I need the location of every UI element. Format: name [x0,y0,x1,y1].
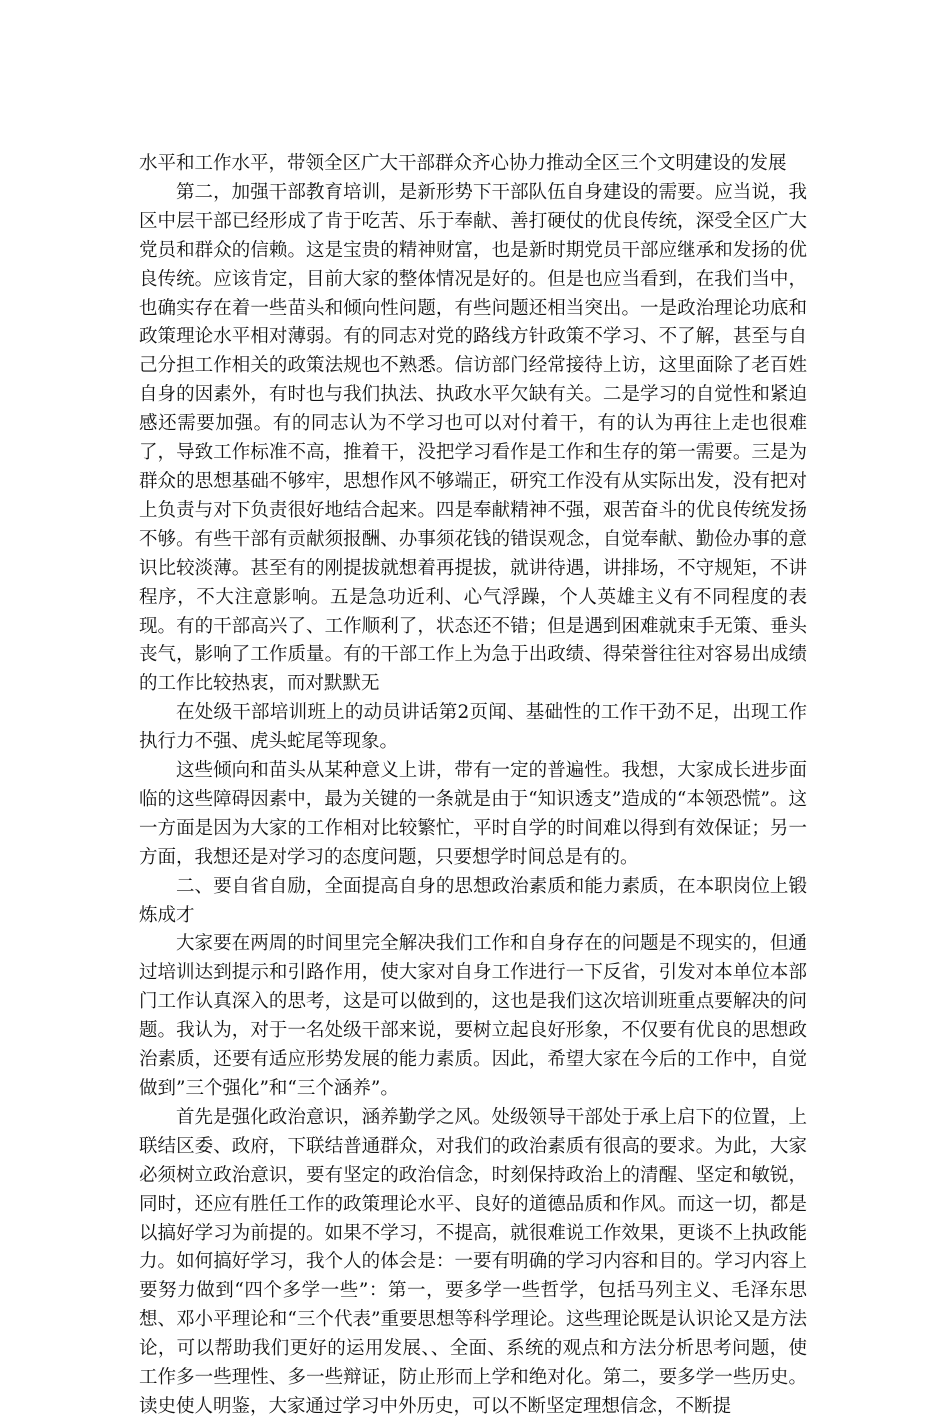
document-page [139,150,807,1422]
paragraph-page-header-continuation: 在处级干部培训班上的动员讲话第2页闻、基础性的工作干劲不足，出现工作执行力不强、虎头蛇尾等现象。 [139,702,807,753]
paragraph-political-awareness: 首先是强化政治意识，涵养勤学之风。处级领导干部处于承上启下的位置，上联结区委、政府，下联结普通群众，对我们的政治素质有很高的要求。为此，大家必须树立政治意识，要有坚定的政治信念，时刻保持政治上的清醒、坚定和敏锐，同时，还应有胜任工作的政策理论水平、良好的道德品质和作风。而这一切，都是以搞好学习为前提的。如果不学习，不提高，就很难说工作效果，更谈不上执政能力。如何搞好学习，我个人的体会是：一要有明确的学习内容和目的。学习内容上要努力做到“四个多学一些”：第一，要多学一些哲学，包括马列主义、毛泽东思想、邓小平理论和“三个代表”重要思想等科学理论。这些理论既是认识论又是方法论，可以帮助我们更好的运用发展、、全面、系统的观点和方法分析思考问题，使工作多一些理性、多一些辩证，防止形而上学和绝对化。第二，要多学一些历史。读史使人明鉴，大家通过学习中外历史，可以不断坚定理想信念，不断提 [139,1106,807,1417]
paragraph-continuation: 水平和工作水平，带领全区广大干部群众齐心协力推动全区三个文明建设的发展 [139,153,787,174]
paragraph-cadre-training: 第二，加强干部教育培训，是新形势下干部队伍自身建设的需要。应当说，我区中层干部已经形成了肯于吃苦、乐于奉献、善打硬仗的优良传统，深受全区广大党员和群众的信赖。这是宝贵的精神财富，也是新时期党员干部应继承和发扬的优良传统。应该肯定，目前大家的整体情况是好的。但是也应当看到，在我们当中，也确实存在着一些苗头和倾向性问题，有些问题还相当突出。一是政治理论功底和政策理论水平相对薄弱。有的同志对党的路线方针政策不学习、不了解，甚至与自己分担工作相关的政策法规也不熟悉。信访部门经常接待上访，这里面除了老百姓自身的因素外，有时也与我们执法、执政水平欠缺有关。二是学习的自觉性和紧迫感还需要加强。有的同志认为不学习也可以对付着干，有的认为再往上走也很难了，导致工作标准不高，推着干，没把学习看作是工作和生存的第一需要。三是为群众的思想基础不够牢，思想作风不够端正，研究工作没有从实际出发，没有把对上负责与对下负责很好地结合起来。四是奉献精神不强，艰苦奋斗的优良传统发扬不够。有些干部有贡献须报酬、办事须花钱的错误观念，自觉奉献、勤俭办事的意识比较淡薄。甚至有的刚提拔就想着再提拔，就讲待遇，讲排场，不守规矩，不讲程序，不大注意影响。五是急功近利、心气浮躁，个人英雄主义有不同程度的表现。有的干部高兴了、工作顺利了，状态还不错；但是遇到困难就束手无策、垂头丧气，影响了工作质量。有的干部工作上为急于出政绩、得荣誉往往对容易出成绩的工作比较热衷，而对默默无 [139,181,807,695]
paragraph-tendencies: 这些倾向和苗头从某种意义上讲，带有一定的普遍性。我想，大家成长进步面临的这些障碍因素中，最为关键的一条就是由于“知识透支”造成的“本领恐慌”。这一方面是因为大家的工作相对比较繁忙，平时自学的时间难以得到有效保证；另一方面，我想还是对学习的态度问题，只要想学时间总是有的。 [139,760,807,868]
paragraph-two-weeks: 大家要在两周的时间里完全解决我们工作和自身存在的问题是不现实的，但通过培训达到提示和引路作用，使大家对自身工作进行一下反省，引发对本单位本部门工作认真深入的思考，这是可以做到的，这也是我们这次培训班重点要解决的问题。我认为，对于一名处级干部来说，要树立起良好形象，不仅要有优良的思想政治素质，还要有适应形势发展的能力素质。因此，希望大家在今后的工作中，自觉做到”三个强化”和“三个涵养”。 [139,933,807,1099]
section-heading-two: 二、要自省自励，全面提高自身的思想政治素质和能力素质，在本职岗位上锻炼成才 [139,875,807,926]
